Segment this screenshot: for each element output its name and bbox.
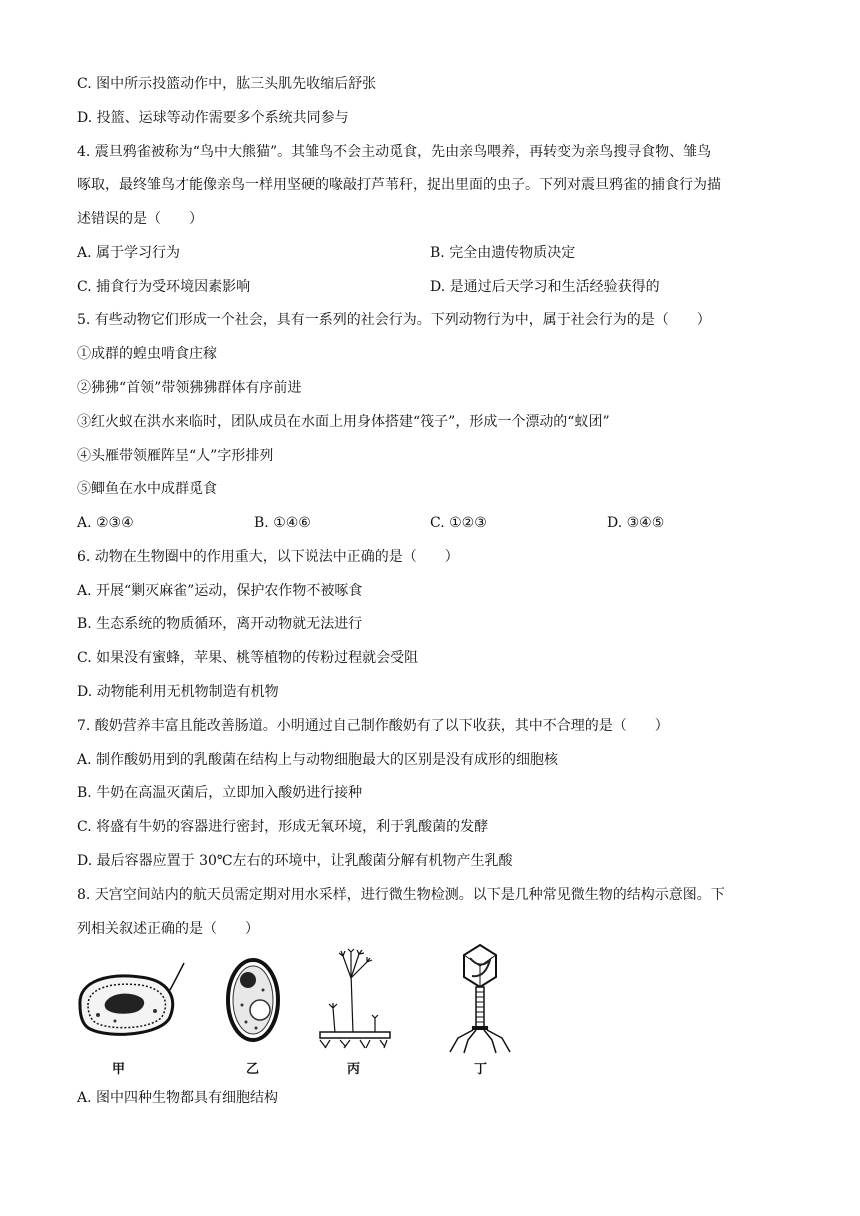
q5-item-1: ①成群的蝗虫啃食庄稼 — [77, 346, 217, 362]
bacterium-figure — [70, 955, 190, 1045]
mold-figure — [315, 948, 395, 1053]
q5-item-2: ②狒狒“首领”带领狒狒群体有序前进 — [77, 380, 302, 396]
q4-stem-line2: 啄取，最终雏鸟才能像亲鸟一样用坚硬的喙敲打芦苇秆，捉出里面的虫子。下列对震旦鸦雀的捕食行为描 — [77, 177, 721, 193]
q5-item-4: ④头雁带领雁阵呈“人”字形排列 — [77, 448, 274, 464]
q4-stem-line1: 4. 震旦鸦雀被称为“鸟中大熊猫”。其雏鸟不会主动觅食，先由亲鸟喂养，再转变为亲鸟搜寻食物、雏鸟 — [77, 144, 712, 160]
q7-option-b: B. 牛奶在高温灭菌后，立即加入酸奶进行接种 — [77, 785, 363, 801]
q6-option-d: D. 动物能利用无机物制造有机物 — [77, 684, 279, 700]
q8-stem-line2: 列相关叙述正确的是（ ） — [77, 921, 259, 937]
q4-option-b: B. 完全由遗传物质决定 — [430, 245, 576, 261]
q3-option-d: D. 投篮、运球等动作需要多个系统共同参与 — [77, 110, 349, 126]
q6-stem: 6. 动物在生物圈中的作用重大，以下说法中正确的是（ ） — [77, 549, 459, 565]
figure-label-bing: 丙 — [347, 1062, 361, 1077]
q5-option-a: A. ②③④ — [77, 515, 134, 531]
q3-option-c: C. 图中所示投篮动作中，肱三头肌先收缩后舒张 — [77, 76, 377, 92]
q8-stem-line1: 8. 天宫空间站内的航天员需定期对用水采样，进行微生物检测。以下是几种常见微生物的结构示意图。下 — [77, 887, 725, 903]
figure-label-jia: 甲 — [112, 1062, 126, 1077]
microbe-figures — [70, 940, 570, 1080]
figure-label-yi: 乙 — [246, 1062, 260, 1077]
figure-label-ding: 丁 — [474, 1062, 488, 1077]
q7-option-d: D. 最后容器应置于 30℃左右的环境中，让乳酸菌分解有机物产生乳酸 — [77, 853, 513, 869]
q6-option-a: A. 开展“剿灭麻雀”运动，保护农作物不被啄食 — [77, 583, 363, 599]
q5-stem: 5. 有些动物它们形成一个社会，具有一系列的社会行为。下列动物行为中，属于社会行为的是（ ） — [77, 312, 711, 328]
q5-item-3: ③红火蚁在洪水来临时，团队成员在水面上用身体搭建“筏子”，形成一个漂动的“蚁团” — [77, 414, 610, 430]
q5-item-5: ⑤鲫鱼在水中成群觅食 — [77, 481, 217, 497]
bacteriophage-figure — [440, 940, 520, 1055]
q5-option-c: C. ①②③ — [430, 515, 487, 531]
yeast-figure — [218, 950, 288, 1050]
q4-stem-line3: 述错误的是（ ） — [77, 211, 203, 227]
q5-option-b: B. ①④⑥ — [254, 515, 311, 531]
q8-option-a: A. 图中四种生物都具有细胞结构 — [77, 1090, 279, 1106]
q7-stem: 7. 酸奶营养丰富且能改善肠道。小明通过自己制作酸奶有了以下收获，其中不合理的是（ ） — [77, 718, 669, 734]
q4-option-d: D. 是通过后天学习和生活经验获得的 — [430, 279, 660, 295]
q6-option-b: B. 生态系统的物质循环，离开动物就无法进行 — [77, 616, 363, 632]
q7-option-a: A. 制作酸奶用到的乳酸菌在结构上与动物细胞最大的区别是没有成形的细胞核 — [77, 752, 559, 768]
q6-option-c: C. 如果没有蜜蜂，苹果、桃等植物的传粉过程就会受阻 — [77, 650, 419, 666]
q7-option-c: C. 将盛有牛奶的容器进行密封，形成无氧环境，利于乳酸菌的发酵 — [77, 819, 489, 835]
q4-option-a: A. 属于学习行为 — [77, 245, 181, 261]
q5-option-d: D. ③④⑤ — [607, 515, 665, 531]
q4-option-c: C. 捕食行为受环境因素影响 — [77, 279, 251, 295]
